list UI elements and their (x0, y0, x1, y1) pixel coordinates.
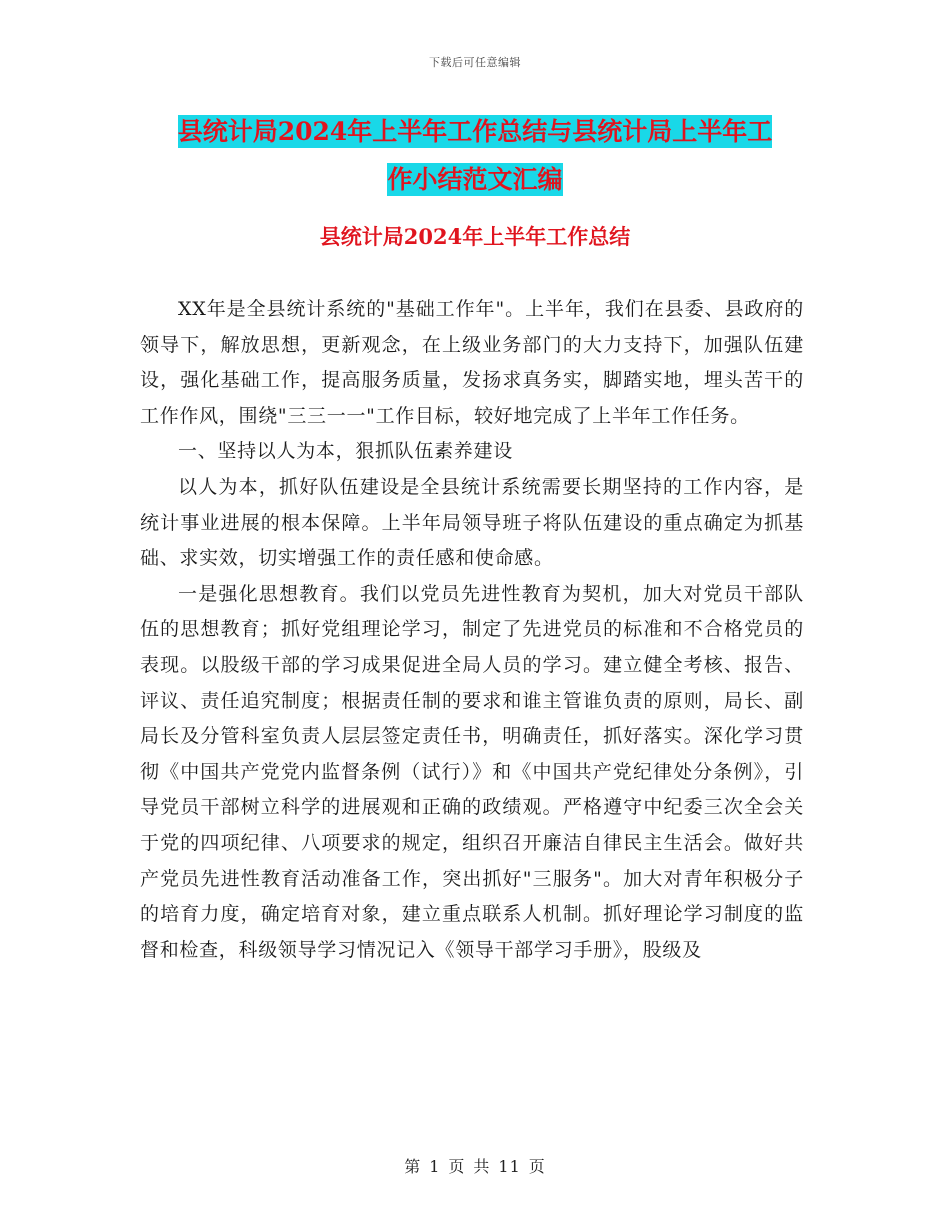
page-footer (0, 1154, 950, 1177)
title-line-1: 县统计局2024年上半年工作总结与县统计局上半年工 (177, 117, 773, 146)
document-title (140, 108, 810, 204)
paragraph-heading: 一、坚持以人为本，狠抓队伍素养建设 (178, 440, 513, 463)
title-line-2: 作小结范文汇编 (387, 165, 563, 194)
section-title: 县统计局2024年上半年工作总结 (319, 224, 631, 249)
paragraph: XX年是全县统计系统的"基础工作年"。上半年，我们在县委、县政府的领导下，解放思想，更新观念，在上级业务部门的大力支持下，加强队伍建设，强化基础工作，提高服务质量，发扬求真务实，脚踏实地，埋头苦干的工作作风，围绕"三三一一"工作目标，较好地完成了上半年工作任务。 (140, 298, 804, 427)
body-text (140, 292, 804, 968)
header-note: 下载后可任意编辑 (429, 56, 521, 69)
footer-di: 第 (404, 1157, 422, 1176)
footer-total-pages: 11 (498, 1157, 521, 1176)
footer-page-number: 1 (429, 1157, 441, 1176)
paragraph: 以人为本，抓好队伍建设是全县统计系统需要长期坚持的工作内容，是统计事业进展的根本保障。上半年局领导班子将队伍建设的重点确定为抓基础、求实效，切实增强工作的责任感和使命感。 (140, 475, 804, 570)
footer-gong: 共 (473, 1157, 491, 1176)
paragraph: 一是强化思想教育。我们以党员先进性教育为契机，加大对党员干部队伍的思想教育；抓好党组理论学习，制定了先进党员的标准和不合格党员的表现。以股级干部的学习成果促进全局人员的学习。建立健全考核、报告、评议、责任追究制度；根据责任制的要求和谁主管谁负责的原则，局长、副局长及分管科室负责人层层签定责任书，明确责任，抓好落实。深化学习贯彻《中国共产党党内监督条例（试行）》和《中国共产党纪律处分条例》，引导党员干部树立科学的进展观和正确的政绩观。严格遵守中纪委三次全会关于党的四项纪律、八项要求的规定，组织召开廉洁自律民主生活会。做好共产党员先进性教育活动准备工作，突出抓好"三服务"。加大对青年积极分子的培育力度，确定培育对象，建立重点联系人机制。抓好理论学习制度的监督和检查，科级领导学习情况记入《领导干部学习手册》，股级及 (140, 582, 804, 961)
footer-ye: 页 (448, 1157, 466, 1176)
footer-ye: 页 (528, 1157, 546, 1176)
